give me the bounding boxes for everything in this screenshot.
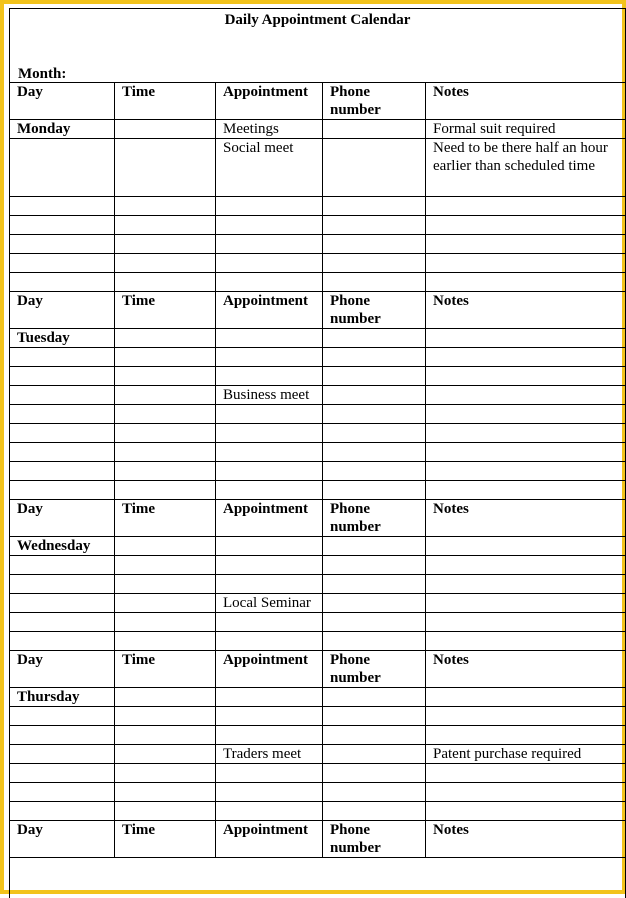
header-day: Day [10,500,115,537]
day-cell: Thursday [10,688,115,707]
header-appointment: Appointment [216,651,323,688]
day-row [10,537,626,556]
header-row [10,651,626,688]
table-row [10,707,626,726]
notes-cell [426,783,626,802]
table-row [10,443,626,462]
appointment-cell [216,348,323,367]
phone-cell [323,443,426,462]
notes-cell [426,235,626,254]
appointment-cell: Business meet [216,386,323,405]
appointment-cell [216,329,323,348]
header-phone: Phone number [323,83,426,120]
time-cell [115,139,216,197]
time-cell [115,726,216,745]
header-appointment: Appointment [216,292,323,329]
table-row [10,764,626,783]
appointment-table [9,82,626,858]
calendar-sheet [9,8,626,898]
notes-cell [426,726,626,745]
phone-cell [323,367,426,386]
header-time: Time [115,292,216,329]
notes-cell [426,613,626,632]
time-cell [115,688,216,707]
time-cell [115,273,216,292]
day-cell [10,386,115,405]
table-row [10,139,626,197]
day-cell [10,405,115,424]
page-title: Daily Appointment Calendar [10,12,625,29]
appointment-cell [216,556,323,575]
phone-cell [323,764,426,783]
table-row [10,726,626,745]
day-cell: Monday [10,120,115,139]
header-appointment: Appointment [216,821,323,858]
table-row [10,254,626,273]
table-row [10,481,626,500]
notes-cell: Patent purchase required [426,745,626,764]
appointment-cell [216,462,323,481]
header-row [10,821,626,858]
day-cell [10,613,115,632]
header-row [10,83,626,120]
appointment-cell: Traders meet [216,745,323,764]
notes-cell [426,216,626,235]
notes-cell [426,462,626,481]
phone-cell [323,575,426,594]
phone-cell [323,120,426,139]
phone-cell [323,556,426,575]
time-cell [115,254,216,273]
time-cell [115,783,216,802]
phone-cell [323,481,426,500]
appointment-cell [216,726,323,745]
appointment-cell [216,405,323,424]
header-appointment: Appointment [216,83,323,120]
day-row [10,120,626,139]
day-cell [10,575,115,594]
notes-cell [426,273,626,292]
phone-cell [323,802,426,821]
phone-cell [323,235,426,254]
phone-cell [323,139,426,197]
day-cell [10,594,115,613]
phone-cell [323,632,426,651]
day-cell [10,783,115,802]
time-cell [115,197,216,216]
table-row [10,424,626,443]
phone-cell [323,688,426,707]
day-cell [10,273,115,292]
table-row [10,613,626,632]
table-row [10,348,626,367]
day-cell [10,462,115,481]
day-cell [10,348,115,367]
time-cell [115,594,216,613]
time-cell [115,481,216,500]
appointment-cell [216,216,323,235]
notes-cell [426,367,626,386]
header-phone: Phone number [323,821,426,858]
notes-cell [426,556,626,575]
appointment-cell [216,254,323,273]
appointment-cell [216,707,323,726]
appointment-cell [216,481,323,500]
time-cell [115,556,216,575]
day-cell [10,424,115,443]
header-row [10,292,626,329]
phone-cell [323,405,426,424]
appointment-cell: Meetings [216,120,323,139]
appointment-cell [216,424,323,443]
day-cell [10,139,115,197]
time-cell [115,745,216,764]
phone-cell [323,707,426,726]
appointment-cell [216,273,323,292]
table-row [10,556,626,575]
header-time: Time [115,651,216,688]
header-time: Time [115,500,216,537]
day-cell [10,367,115,386]
day-cell [10,745,115,764]
header-row [10,500,626,537]
notes-cell [426,632,626,651]
header-day: Day [10,821,115,858]
table-row [10,575,626,594]
notes-cell [426,481,626,500]
table-row [10,235,626,254]
table-row [10,802,626,821]
time-cell [115,216,216,235]
time-cell [115,235,216,254]
appointment-cell [216,632,323,651]
appointment-cell [216,367,323,386]
notes-cell [426,424,626,443]
notes-cell [426,802,626,821]
notes-cell: Formal suit required [426,120,626,139]
day-cell: Wednesday [10,537,115,556]
header-time: Time [115,821,216,858]
time-cell [115,120,216,139]
header-day: Day [10,292,115,329]
notes-cell [426,537,626,556]
header-day: Day [10,83,115,120]
month-label: Month: [18,66,66,83]
day-cell [10,235,115,254]
day-row [10,688,626,707]
table-row [10,216,626,235]
day-row [10,329,626,348]
notes-cell [426,386,626,405]
table-row [10,386,626,405]
header-notes: Notes [426,821,626,858]
time-cell [115,443,216,462]
notes-cell [426,348,626,367]
phone-cell [323,386,426,405]
table-row [10,367,626,386]
phone-cell [323,424,426,443]
header-phone: Phone number [323,500,426,537]
phone-cell [323,329,426,348]
header-notes: Notes [426,292,626,329]
phone-cell [323,197,426,216]
time-cell [115,348,216,367]
day-cell [10,216,115,235]
appointment-cell [216,197,323,216]
appointment-cell [216,613,323,632]
phone-cell [323,348,426,367]
phone-cell [323,613,426,632]
time-cell [115,537,216,556]
time-cell [115,764,216,783]
table-row [10,594,626,613]
notes-cell [426,443,626,462]
appointment-cell [216,764,323,783]
phone-cell [323,216,426,235]
time-cell [115,613,216,632]
phone-cell [323,594,426,613]
phone-cell [323,254,426,273]
header-phone: Phone number [323,292,426,329]
header-notes: Notes [426,83,626,120]
phone-cell [323,273,426,292]
notes-cell [426,197,626,216]
header-notes: Notes [426,500,626,537]
day-cell [10,556,115,575]
day-cell [10,802,115,821]
table-row [10,405,626,424]
phone-cell [323,726,426,745]
appointment-cell [216,575,323,594]
table-row [10,273,626,292]
appointment-cell: Social meet [216,139,323,197]
day-cell [10,481,115,500]
notes-cell [426,405,626,424]
appointment-cell [216,802,323,821]
header-time: Time [115,83,216,120]
notes-cell [426,707,626,726]
notes-cell [426,329,626,348]
notes-cell: Need to be there half an hour earlier than scheduled time [426,139,626,197]
table-row [10,197,626,216]
appointment-cell [216,537,323,556]
time-cell [115,405,216,424]
phone-cell [323,537,426,556]
table-row [10,632,626,651]
appointment-cell: Local Seminar [216,594,323,613]
phone-cell [323,783,426,802]
day-cell [10,197,115,216]
table-row [10,745,626,764]
phone-cell [323,462,426,481]
day-cell [10,254,115,273]
time-cell [115,329,216,348]
time-cell [115,424,216,443]
time-cell [115,632,216,651]
header-phone: Phone number [323,651,426,688]
time-cell [115,802,216,821]
day-cell [10,443,115,462]
time-cell [115,367,216,386]
notes-cell [426,764,626,783]
appointment-cell [216,688,323,707]
appointment-cell [216,443,323,462]
day-cell: Tuesday [10,329,115,348]
notes-cell [426,575,626,594]
table-row [10,783,626,802]
table-row [10,462,626,481]
header-appointment: Appointment [216,500,323,537]
header-day: Day [10,651,115,688]
header-notes: Notes [426,651,626,688]
phone-cell [323,745,426,764]
appointment-cell [216,783,323,802]
day-cell [10,632,115,651]
time-cell [115,575,216,594]
day-cell [10,764,115,783]
time-cell [115,707,216,726]
appointment-cell [216,235,323,254]
notes-cell [426,254,626,273]
day-cell [10,726,115,745]
time-cell [115,386,216,405]
notes-cell [426,594,626,613]
day-cell [10,707,115,726]
time-cell [115,462,216,481]
notes-cell [426,688,626,707]
